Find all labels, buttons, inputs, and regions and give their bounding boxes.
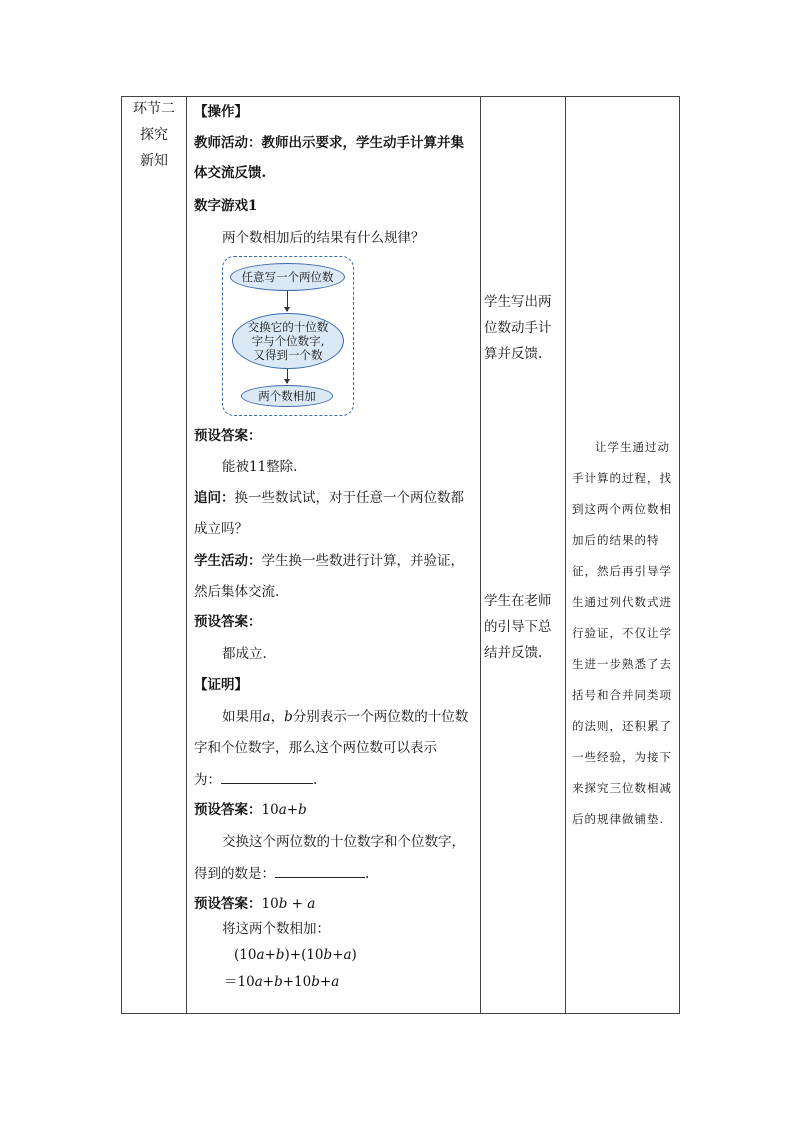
student-activity-line2: 然后集体交流.: [194, 584, 280, 600]
follow-up-line2: 成立吗？: [194, 521, 248, 537]
student-activity-2: 学生在老师的引导下总结并反馈.: [484, 593, 552, 661]
teacher-activity-line2: 体交流反馈.: [194, 165, 267, 181]
equation-2: ＝10a+b+10b+a: [224, 974, 340, 990]
student-activity-1: 学生写出两位数动手计算并反馈.: [484, 294, 552, 362]
swap-line2: 得到的数是： .: [194, 863, 476, 884]
student-activity-line1: 学生活动：学生换一些数进行计算，并验证，: [194, 553, 464, 569]
column-divider: [186, 97, 187, 1013]
lesson-table: [121, 96, 680, 1014]
game-title: 数字游戏1: [194, 198, 258, 214]
flow-step-1: 任意写一个两位数: [230, 263, 345, 291]
proof-heading: 【证明】: [194, 677, 248, 693]
proof-line1: 如果用a，b分别表示一个两位数的十位数: [222, 709, 469, 725]
answer-1: 能被11整除.: [222, 459, 298, 475]
flow-step-3: 两个数相加: [241, 385, 333, 407]
fill-blank: [275, 863, 365, 878]
design-intent: 让学生通过动手计算的过程，找到这两个两位数相加后的结果的特征，然后再引导学生通过列代数式进行验证，不仅让学生进一步熟悉了去括号和合并同类项的法则，还积累了一些经验，为接下来探究三位数相减后的规律做铺垫.: [572, 440, 672, 826]
proof-line3: 为： .: [194, 769, 476, 790]
segment-label: 环节二: [133, 101, 175, 117]
segment-title-line1: 探究: [140, 127, 168, 143]
fill-blank: [221, 769, 313, 784]
swap-line1: 交换这个两位数的十位数字和个位数字，: [222, 834, 465, 850]
preset-answer-label: 预设答案：: [194, 614, 262, 630]
preset-answer-label: 预设答案：: [194, 428, 262, 444]
flow-step-2: 交换它的十位数 字与个位数字, 又得到一个数: [232, 313, 344, 369]
equation-1: (10a+b)+(10b+a): [234, 947, 357, 963]
game-question: 两个数相加后的结果有什么规律？: [222, 230, 425, 246]
flowchart: [222, 256, 354, 416]
answer-2: 都成立.: [222, 646, 267, 662]
proof-line2: 字和个位数字，那么这个两位数可以表示: [194, 740, 437, 756]
follow-up-line1: 追问：换一些数试试，对于任意一个两位数都: [194, 490, 464, 506]
arrow-down-icon: [287, 369, 288, 383]
add-text: 将这两个数相加：: [222, 921, 330, 937]
arrow-down-icon: [287, 291, 288, 311]
column-divider: [565, 97, 566, 1013]
segment-title-line2: 新知: [140, 153, 168, 169]
answer-4: 预设答案：10b + a: [194, 896, 316, 912]
answer-3: 预设答案：10a+b: [194, 802, 307, 818]
teacher-activity-line1: 教师活动：教师出示要求，学生动手计算并集: [194, 135, 464, 151]
operation-heading: 【操作】: [194, 104, 248, 120]
